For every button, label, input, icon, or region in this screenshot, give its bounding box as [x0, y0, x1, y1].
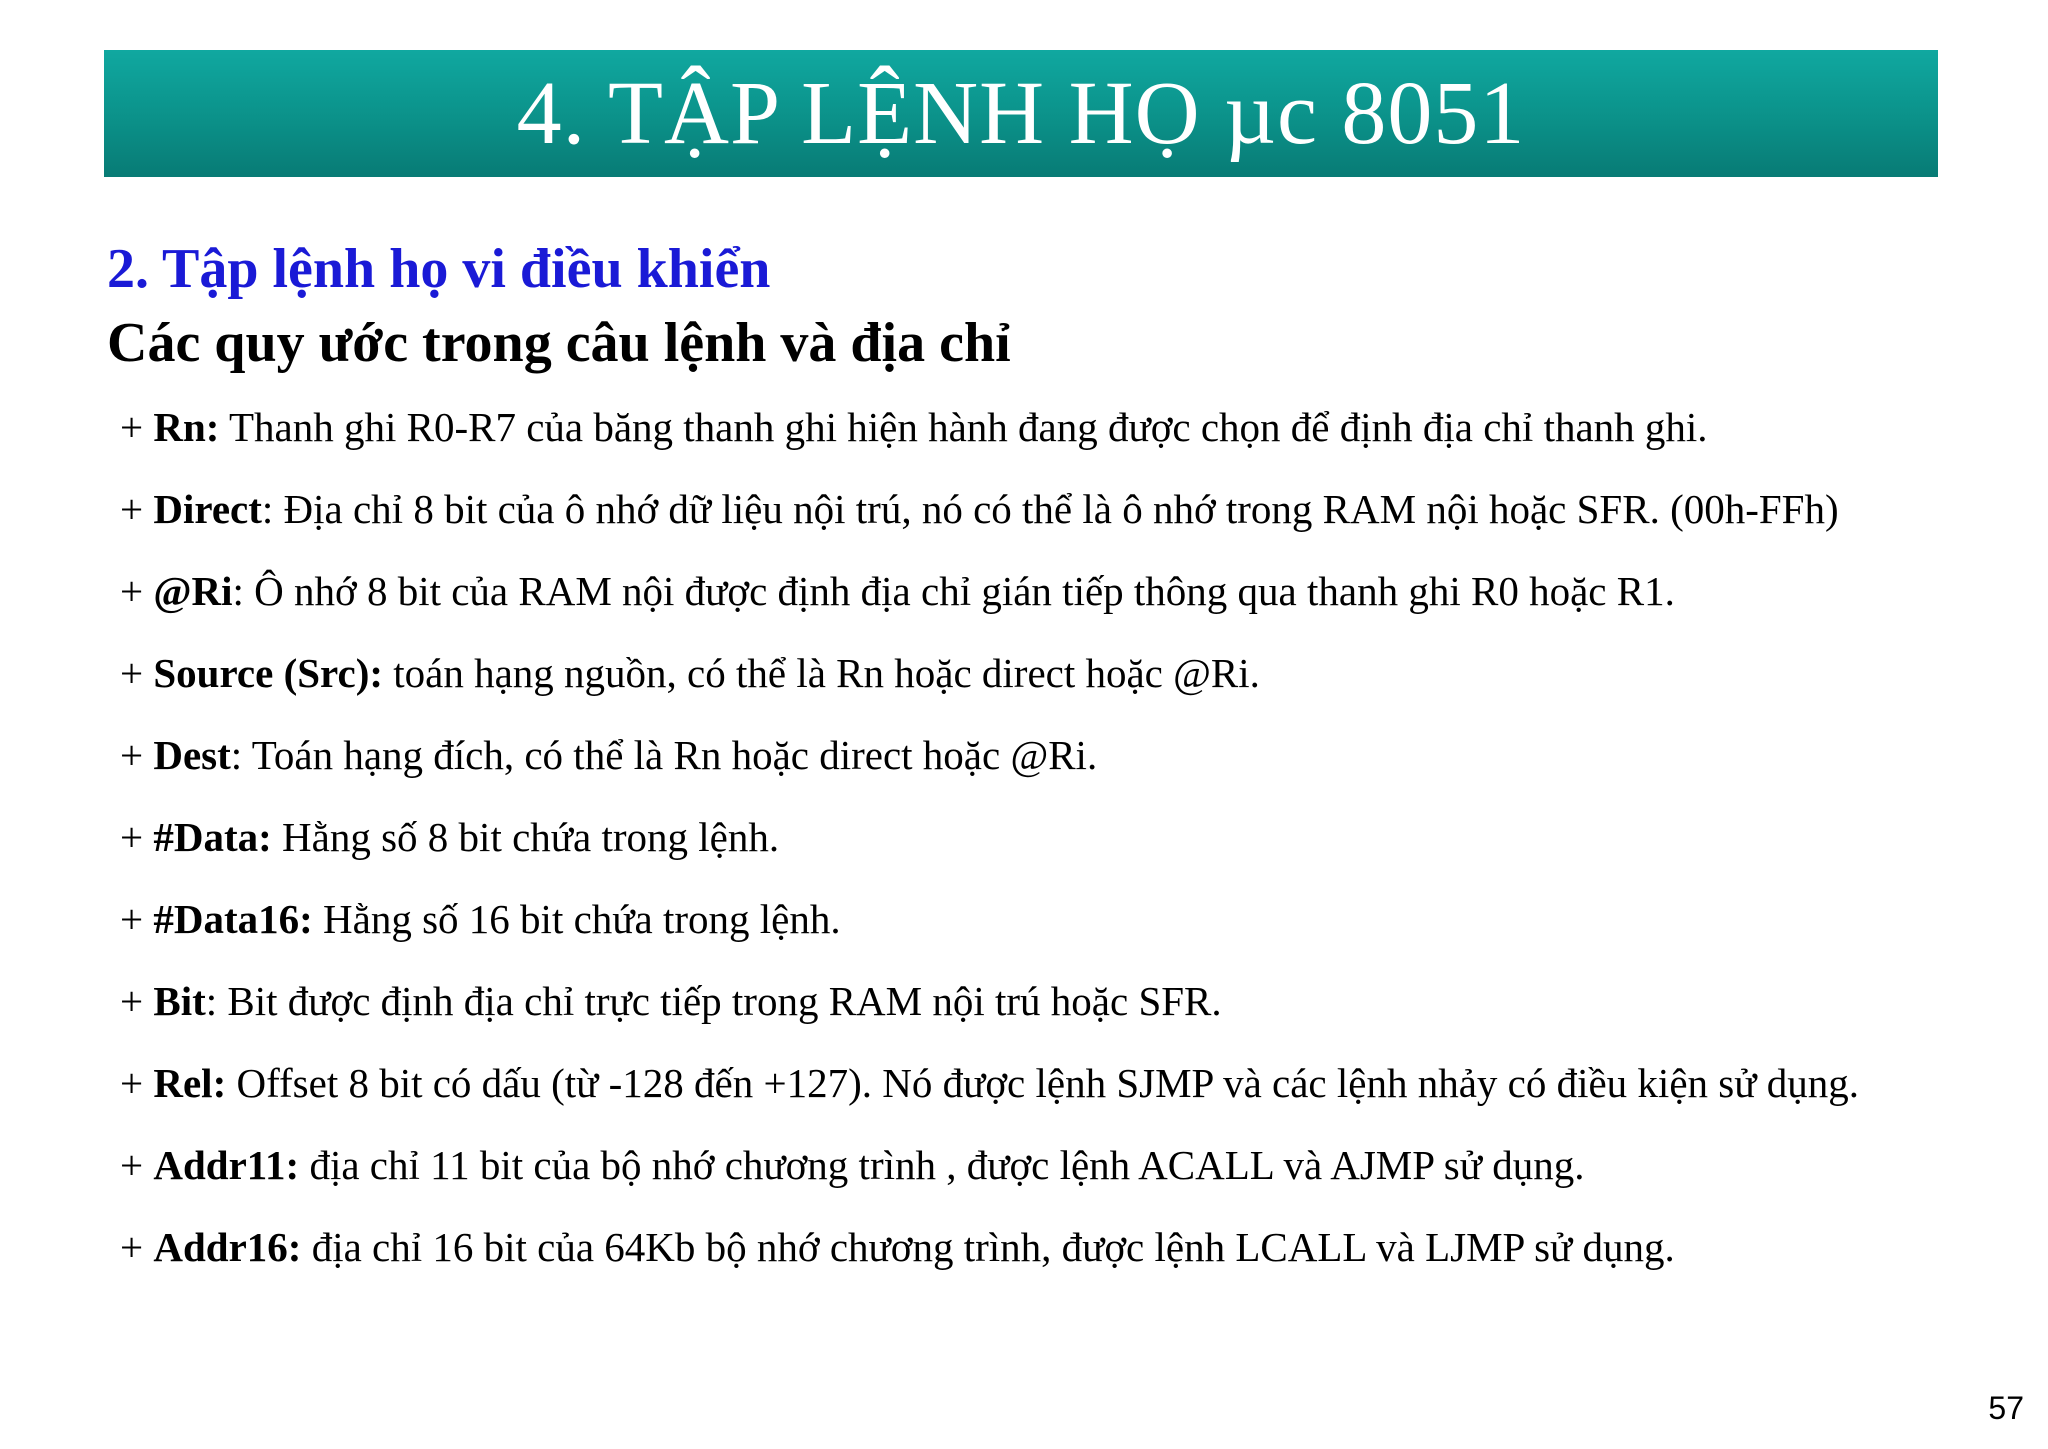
section-heading: 2. Tập lệnh họ vi điều khiển	[107, 238, 771, 300]
item-term: #Data:	[153, 814, 272, 860]
item-term: Addr11:	[153, 1142, 300, 1188]
item-prefix: +	[120, 978, 154, 1024]
item-description: : Toán hạng đích, có thể là Rn hoặc direct hoặc @Ri.	[230, 732, 1098, 778]
item-prefix: +	[120, 650, 154, 696]
item-prefix: +	[120, 486, 154, 532]
convention-list	[120, 402, 2020, 1304]
list-item	[120, 402, 2020, 484]
list-item	[120, 976, 2020, 1058]
item-prefix: +	[120, 404, 154, 450]
item-description: Hằng số 8 bit chứa trong lệnh.	[271, 814, 780, 860]
item-term: Source (Src):	[153, 650, 383, 696]
item-prefix: +	[120, 1224, 154, 1270]
item-term: Bit	[153, 978, 206, 1024]
title-banner	[104, 50, 1938, 177]
item-prefix: +	[120, 814, 154, 860]
item-term: Dest	[153, 732, 231, 778]
list-item	[120, 1058, 2020, 1140]
list-item	[120, 484, 2020, 566]
item-description: : Địa chỉ 8 bit của ô nhớ dữ liệu nội trú, nó có thể là ô nhớ trong RAM nội hoặc SFR. (00h-FFh)	[261, 486, 1839, 532]
item-prefix: +	[120, 1142, 154, 1188]
item-description: Thanh ghi R0-R7 của băng thanh ghi hiện hành đang được chọn để định địa chỉ thanh ghi.	[219, 404, 1708, 450]
list-item	[120, 730, 2020, 812]
page-number: 57	[1988, 1390, 2024, 1426]
item-prefix: +	[120, 896, 154, 942]
item-prefix: +	[120, 732, 154, 778]
subheading: Các quy ước trong câu lệnh và địa chỉ	[107, 312, 1011, 374]
item-term: Direct	[153, 486, 262, 532]
item-description: : Bit được định địa chỉ trực tiếp trong RAM nội trú hoặc SFR.	[205, 978, 1222, 1024]
list-item	[120, 566, 2020, 648]
list-item	[120, 812, 2020, 894]
item-description: địa chỉ 16 bit của 64Kb bộ nhớ chương trình, được lệnh LCALL và LJMP sử dụng.	[301, 1224, 1675, 1270]
item-term: Rel:	[153, 1060, 227, 1106]
item-description: toán hạng nguồn, có thể là Rn hoặc direct hoặc @Ri.	[383, 650, 1260, 696]
item-term: #Data16:	[153, 896, 313, 942]
item-term: Rn:	[153, 404, 220, 450]
item-prefix: +	[120, 1060, 154, 1106]
list-item	[120, 1222, 2020, 1304]
item-description: địa chỉ 11 bit của bộ nhớ chương trình , được lệnh ACALL và AJMP sử dụng.	[299, 1142, 1585, 1188]
item-description: Hằng số 16 bit chứa trong lệnh.	[312, 896, 841, 942]
list-item	[120, 894, 2020, 976]
item-description: Offset 8 bit có dấu (từ -128 đến +127). Nó được lệnh SJMP và các lệnh nhảy có điều kiện sử dụng.	[226, 1060, 1859, 1106]
list-item	[120, 648, 2020, 730]
item-term: Addr16:	[153, 1224, 302, 1270]
item-description: : Ô nhớ 8 bit của RAM nội được định địa chỉ gián tiếp thông qua thanh ghi R0 hoặc R1.	[232, 568, 1675, 614]
item-prefix: +	[120, 568, 154, 614]
item-term: @Ri	[153, 568, 233, 614]
slide-title: 4. TẬP LỆNH HỌ µc 8051	[516, 63, 1526, 163]
list-item	[120, 1140, 2020, 1222]
